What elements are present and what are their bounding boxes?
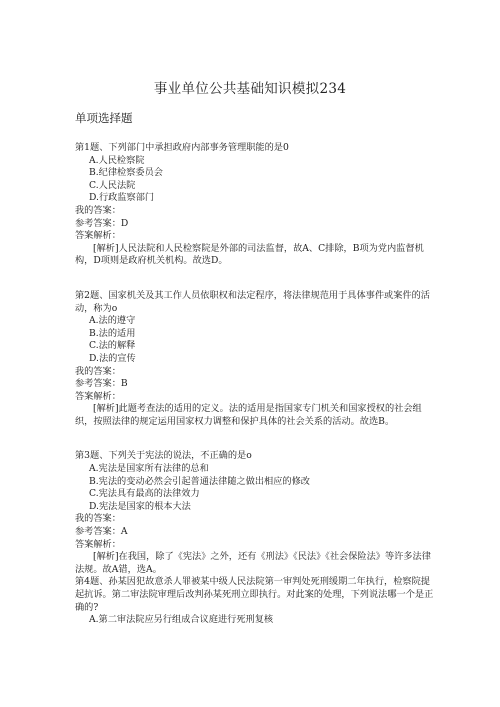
question-list — [75, 142, 435, 627]
my-answer-label: 我的答案： — [75, 365, 121, 377]
reference-answer: 参考答案：A — [75, 526, 128, 538]
page-title: 事业单位公共基础知识模拟234 — [153, 81, 347, 97]
option: D.行政监察部门 — [89, 192, 155, 204]
option: A.第二审法院应另行组成合议庭进行死刑复核 — [89, 614, 274, 626]
question-item — [75, 142, 435, 268]
option: C.宪法具有最高的法律效力 — [89, 488, 200, 500]
option: C.法的解释 — [89, 340, 136, 352]
option: B.宪法的变动必然会引起普通法律随之做出相应的修改 — [89, 475, 310, 487]
analysis-label: 答案解析： — [75, 538, 121, 550]
my-answer-label: 我的答案： — [75, 513, 121, 525]
option: A.人民检察院 — [89, 154, 145, 166]
my-answer-label: 我的答案： — [75, 204, 121, 216]
analysis-text: [解析]在我国，除了《宪法》之外，还有《刑法》《民法》《社会保险法》等许多法律法规。故A错，选A。 — [75, 551, 431, 575]
option: D.法的宣传 — [89, 352, 136, 364]
question-stem: 第2题、国家机关及其工作人员依职权和法定程序，将法律规范用于具体事件或案件的活动，称为o — [75, 289, 430, 314]
question-stem: 第3题、下列关于宪法的说法，不正确的是o — [75, 450, 252, 462]
question-item — [75, 290, 435, 429]
option: B.纪律检察委员会 — [89, 167, 163, 179]
question-item — [75, 450, 435, 626]
analysis-text: [解析]人民法院和人民检察院是外部的司法监督，故A、C排除，B项为党内监督机构，D项则是政府机关机构。故选D。 — [75, 242, 424, 267]
option: A.宪法是国家所有法律的总和 — [89, 463, 209, 475]
analysis-text: [解析]此题考查法的适用的定义。法的适用是指国家专门机关和国家授权的社会组织，按照法律的规定运用国家权力调整和保护具体的社会关系的活动。故选B。 — [75, 403, 422, 427]
option: B.法的适用 — [89, 327, 136, 339]
question-stem: 第4题、孙某因犯故意杀人罪被某中级人民法院第一审判处死刑缓期二年执行，检察院提起抗诉。第二审法院审理后改判孙某死刑立即执行。对此案的处理，下列说法哪一个是正确的? — [75, 576, 434, 613]
analysis-label: 答案解析： — [75, 230, 121, 242]
reference-answer: 参考答案：D — [75, 217, 129, 229]
section-heading: 单项选择题 — [75, 111, 133, 125]
analysis-label: 答案解析： — [75, 390, 121, 402]
option: D.宪法是国家的根本大法 — [89, 500, 191, 512]
reference-answer: 参考答案：B — [75, 378, 128, 390]
option: A.法的遵守 — [89, 315, 136, 327]
option: C.人民法院 — [89, 179, 136, 191]
question-stem: 第1题、下列部门中承担政府内部事务管理职能的是0 — [75, 142, 289, 153]
